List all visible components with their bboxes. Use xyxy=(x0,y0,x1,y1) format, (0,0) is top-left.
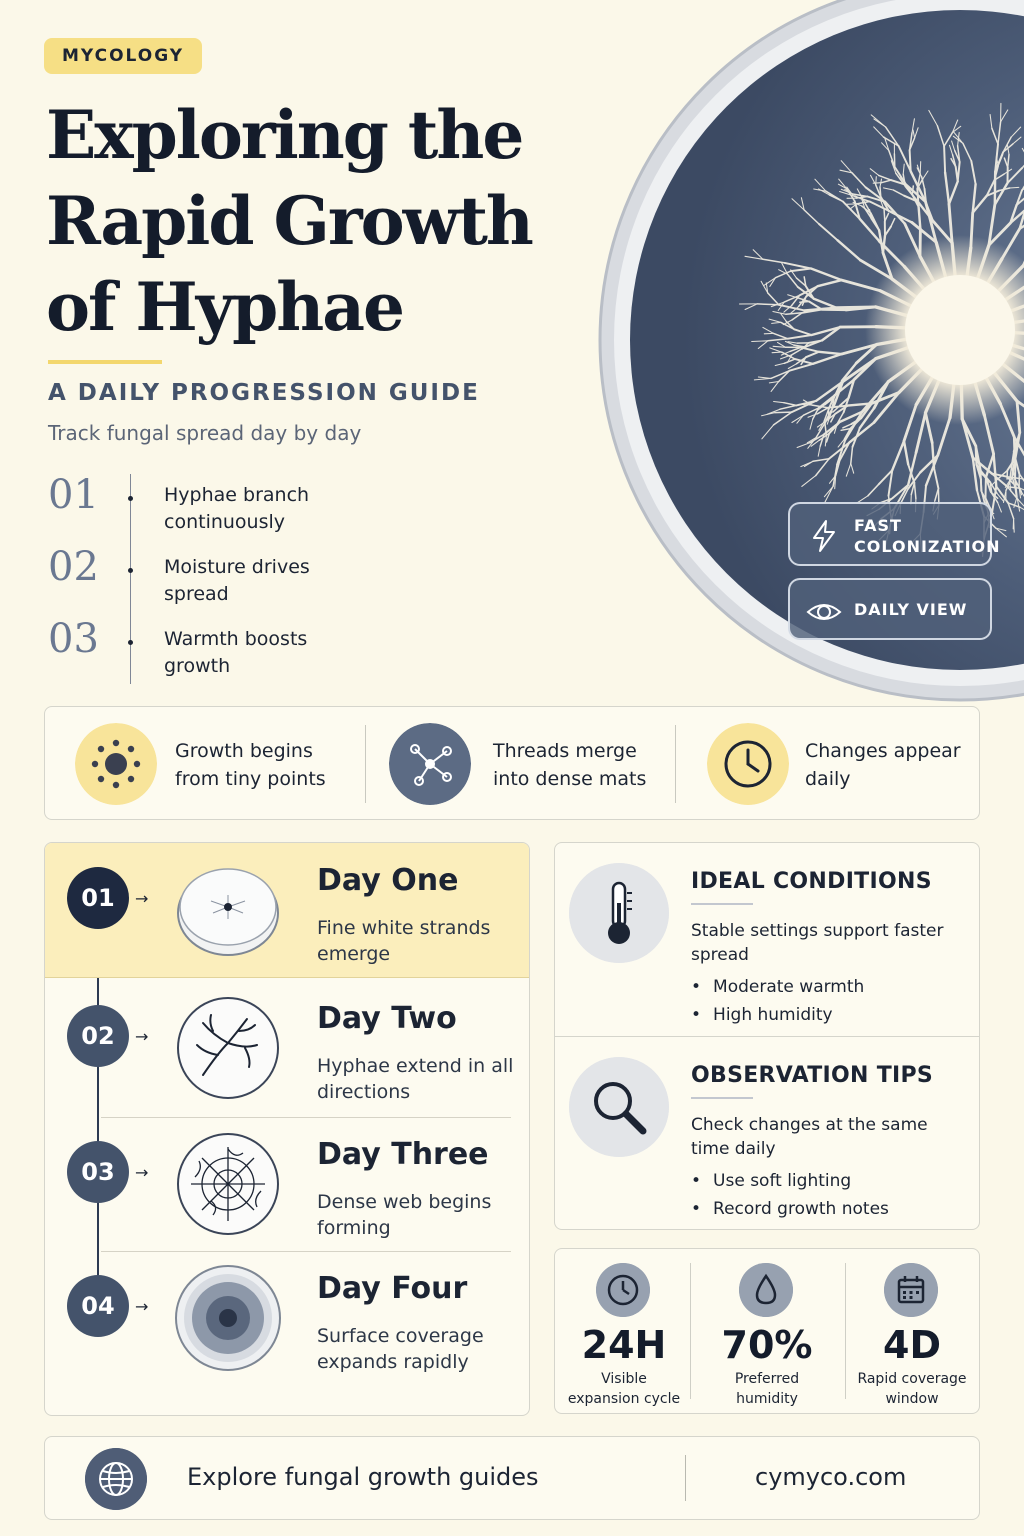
droplet-icon xyxy=(739,1263,793,1317)
stats-panel xyxy=(554,1248,980,1414)
key-point xyxy=(48,470,368,533)
branching-icon xyxy=(173,993,283,1103)
section-description: Stable settings support faster spread xyxy=(691,921,944,965)
magnifier-icon xyxy=(569,1057,669,1157)
stat-item xyxy=(555,1249,695,1413)
observation-tips-section xyxy=(555,1037,979,1230)
colony-icon xyxy=(173,1263,283,1373)
stat-value: 70% xyxy=(721,1323,813,1367)
arrow-icon: → xyxy=(135,1297,149,1316)
key-point xyxy=(48,542,368,605)
feature-line: into dense mats xyxy=(493,768,647,790)
clock-icon xyxy=(596,1263,650,1317)
title-underline xyxy=(691,1097,753,1099)
lightning-icon xyxy=(806,518,842,554)
stat-item xyxy=(698,1249,838,1413)
ideal-conditions-section xyxy=(555,843,979,1036)
bullet-dot xyxy=(128,640,133,645)
day-number-badge: 02 xyxy=(67,1005,129,1067)
day-description: Hyphae extend in all directions xyxy=(317,1055,514,1103)
badge-line-2: COLONIZATION xyxy=(854,537,1001,556)
petri-dish-icon xyxy=(173,855,283,965)
day-title: Day Two xyxy=(317,1001,457,1036)
calendar-icon xyxy=(884,1263,938,1317)
list-item: • Record growth notes xyxy=(691,1195,889,1223)
page-title xyxy=(46,92,566,350)
eye-icon xyxy=(806,594,842,630)
day-title: Day Four xyxy=(317,1271,468,1306)
title-line-1: Exploring the xyxy=(46,96,523,174)
day-description: Surface coverage expands rapidly xyxy=(317,1325,484,1373)
list-item: • Use soft lighting xyxy=(691,1167,889,1195)
section-description: Check changes at the same time daily xyxy=(691,1115,928,1159)
timeline-day-1 xyxy=(45,843,530,978)
feature-line: daily xyxy=(805,768,851,790)
day-number-badge: 03 xyxy=(67,1141,129,1203)
section-title: IDEAL CONDITIONS xyxy=(691,869,932,894)
key-point-number: 02 xyxy=(48,544,99,590)
fast-colonization-label xyxy=(854,515,1001,557)
stat-value: 24H xyxy=(581,1323,667,1367)
feature-line: Threads merge xyxy=(493,740,637,762)
stat-label-line: Visible xyxy=(601,1371,647,1387)
key-point-number: 01 xyxy=(48,472,99,518)
day-title: Day Three xyxy=(317,1137,489,1172)
footer-bar[interactable] xyxy=(44,1436,980,1520)
stat-label-line: expansion cycle xyxy=(567,1391,681,1407)
conditions-list xyxy=(691,973,864,1029)
day-description: Fine white strands emerge xyxy=(317,917,491,965)
globe-icon xyxy=(85,1448,147,1510)
stat-label xyxy=(555,1369,693,1409)
title-line-3: of Hyphae xyxy=(46,268,403,346)
day-title: Day One xyxy=(317,863,459,898)
key-point-number: 03 xyxy=(48,616,99,662)
divider xyxy=(690,1263,691,1399)
category-tag: MYCOLOGY xyxy=(44,38,202,74)
day-number-badge: 01 xyxy=(67,867,129,929)
daily-timeline xyxy=(44,842,530,1416)
subtitle: A DAILY PROGRESSION GUIDE xyxy=(48,380,480,406)
feature-text xyxy=(175,737,375,793)
arrow-icon: → xyxy=(135,889,149,908)
conditions-tips-panel xyxy=(554,842,980,1230)
stat-label xyxy=(843,1369,981,1409)
key-point-text: Warmth boosts growth xyxy=(164,628,308,677)
stat-label-line: humidity xyxy=(736,1391,798,1407)
arrow-icon: → xyxy=(135,1163,149,1182)
stat-label xyxy=(698,1369,836,1409)
badge-line-1: FAST xyxy=(854,516,902,535)
bullet-dot xyxy=(128,496,133,501)
divider xyxy=(675,725,676,803)
fast-colonization-badge xyxy=(788,502,1001,566)
feature-line: Growth begins xyxy=(175,740,313,762)
bullet-dot xyxy=(128,568,133,573)
dots-circle-icon xyxy=(75,723,157,805)
thermometer-icon xyxy=(569,863,669,963)
divider xyxy=(685,1455,686,1501)
feature-line: Changes appear xyxy=(805,740,961,762)
key-point xyxy=(48,614,368,677)
daily-view-badge xyxy=(788,578,992,640)
footer-cta-link[interactable]: Explore fungal growth guides xyxy=(187,1463,539,1491)
title-underline xyxy=(691,903,753,905)
stat-item xyxy=(843,1249,983,1413)
feature-line: from tiny points xyxy=(175,768,326,790)
day-number-badge: 04 xyxy=(67,1275,129,1337)
tips-list xyxy=(691,1167,889,1223)
title-underline xyxy=(48,360,162,364)
feature-text xyxy=(493,737,693,793)
key-point-text: Moisture drives spread xyxy=(164,556,310,605)
network-icon xyxy=(389,723,471,805)
section-title: OBSERVATION TIPS xyxy=(691,1063,934,1088)
timeline-day-3 xyxy=(45,1117,530,1252)
day-description: Dense web begins forming xyxy=(317,1191,492,1239)
website-link[interactable]: cymyco.com xyxy=(755,1463,907,1491)
feature-text xyxy=(805,737,1005,793)
divider xyxy=(365,725,366,803)
timeline-day-4 xyxy=(45,1251,530,1386)
list-item: • High humidity xyxy=(691,1001,864,1029)
feature-strip xyxy=(44,706,980,820)
stat-label-line: Rapid coverage xyxy=(857,1371,967,1387)
web-icon xyxy=(173,1129,283,1239)
key-point-text: Hyphae branch continuously xyxy=(164,484,310,533)
stat-label-line: Preferred xyxy=(734,1371,800,1387)
tagline: Track fungal spread day by day xyxy=(48,421,362,445)
title-line-2: Rapid Growth xyxy=(46,182,532,260)
stat-label-line: window xyxy=(885,1391,939,1407)
daily-view-label: DAILY VIEW xyxy=(854,600,968,619)
arrow-icon: → xyxy=(135,1027,149,1046)
clock-icon xyxy=(707,723,789,805)
stat-value: 4D xyxy=(883,1323,941,1367)
list-item: • Moderate warmth xyxy=(691,973,864,1001)
timeline-day-2 xyxy=(45,981,530,1116)
